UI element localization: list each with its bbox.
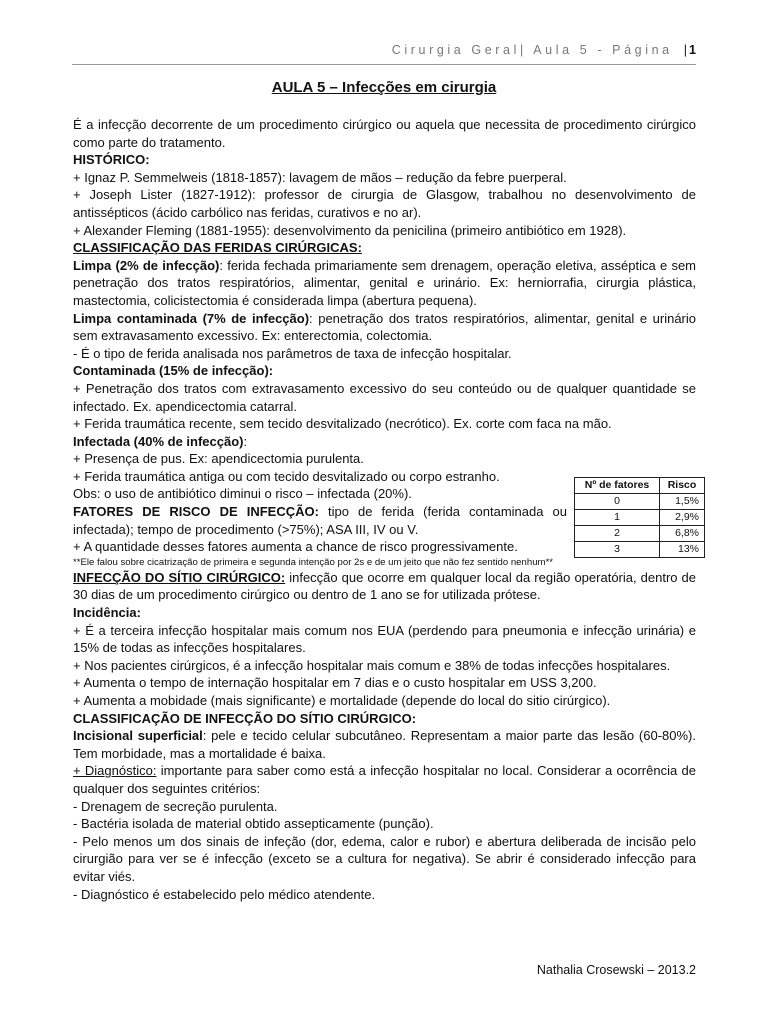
column-header-risco: Risco — [660, 478, 705, 494]
isc-label: INFECÇÃO DO SÍTIO CIRÚRGICO: — [73, 569, 286, 585]
contaminada-item: + Ferida traumática recente, sem tecido desvitalizado (necrótico). Ex. corte com faca na mão. — [73, 416, 612, 432]
incidencia-item: + Nos pacientes cirúrgicos, é a infecção hospitalar mais comum e 38% de todas infecções hospitalares. — [73, 657, 671, 673]
page-title: AULA 5 – Infecções em cirurgia — [271, 79, 497, 96]
limpa-label: Limpa (2% de infecção) — [73, 257, 220, 273]
intro-paragraph: É a infecção decorrente de um procedimento cirúrgico ou aquela que necessita de procedimento cirúrgico como parte do tratamento. — [73, 117, 696, 150]
table-cell: 6,8% — [660, 526, 705, 542]
classificacao-heading: CLASSIFICAÇÃO DAS FERIDAS CIRÚRGICAS: — [73, 240, 362, 256]
table-row — [575, 494, 705, 510]
infectada-item: + Ferida traumática antiga ou com tecido desvitalizado ou corpo estranho. — [73, 468, 500, 484]
superficial-text: : pele e tecido celular subcutâneo. Representam a maior parte das lesão (60-80%). Tem morbidade, mas a mortalidade é baixa. — [73, 728, 696, 761]
contaminada-label: Contaminada (15% de infecção): — [73, 363, 274, 379]
incidencia-item: + Aumenta o tempo de internação hospitalar em 7 dias e o custo hospitalar em USS 3,200. — [73, 675, 597, 691]
page-header — [392, 43, 696, 57]
historico-item: + Joseph Lister (1827-1912): professor de cirurgia de Glasgow, trabalhou no desenvolvimento de antissépticos (ácido carbólico nas feridas, curativos e no ar). — [73, 187, 696, 220]
table-row — [575, 542, 705, 558]
fatores-note: **Ele falou sobre cicatrização de primeira e segunda intenção por 2s e de um jeito que não fez sentido nenhum** — [73, 556, 553, 568]
risk-factor-table — [574, 477, 705, 558]
historico-item: + Alexander Fleming (1881-1955): desenvolvimento da penicilina (primeiro antibiótico em 1928). — [73, 222, 627, 238]
incidencia-heading: Incidência: — [73, 605, 141, 621]
table-row — [575, 510, 705, 526]
table-cell: 2 — [575, 526, 660, 542]
infectada-item: + Presença de pus. Ex: apendicectomia purulenta. — [73, 451, 364, 467]
header-separator: | — [519, 43, 527, 57]
historico-item: + Ignaz P. Semmelweis (1818-1857): lavagem de mãos – redução da febre puerperal. — [73, 169, 567, 185]
criteria-item: - Bactéria isolada de material obtido assepticamente (punção). — [73, 816, 434, 832]
course-name: Cirurgia Geral — [391, 43, 520, 57]
limpa-contaminada-note: - É o tipo de ferida analisada nos parâmetros de taxa de infecção hospitalar. — [73, 345, 512, 361]
infectada-heading — [73, 433, 696, 451]
isc-text: infecção que ocorre em qualquer local da região operatória, dentro de 30 dias de um procedimento cirúrgico ou dentro de 1 ano se for utilizada prótese. — [73, 569, 696, 603]
column-header-fatores: Nº de fatores — [575, 478, 660, 494]
isc-paragraph — [73, 569, 696, 604]
criteria-item: - Pelo menos um dos sinais de infeção (dor, edema, calor e rubor) e abertura deliberada de incisão pelo cirurgião para ver se é infecção (exceto se a cultura for negativa). Se abrir é considerado infecção para evitar viés. — [73, 833, 696, 884]
limpa-contaminada-paragraph — [73, 310, 696, 345]
page-footer: Nathalia Crosewski – 2013.2 — [536, 963, 696, 977]
header-rule — [72, 64, 696, 65]
lesson-label: Aula 5 - Página — [533, 43, 673, 57]
table-cell: 1 — [575, 510, 660, 526]
fatores-label: FATORES DE RISCO DE INFECÇÃO: — [73, 504, 319, 520]
obs-line: Obs: o uso de antibiótico diminui o risco – infectada (20%). — [73, 486, 412, 502]
diagnostico-text: importante para saber como está a infecção hospitalar no local. Considerar a ocorrência de qualquer dos seguintes critérios: — [73, 763, 696, 796]
criteria-item: - Drenagem de secreção purulenta. — [73, 798, 278, 814]
table-header-row — [575, 478, 705, 494]
contaminada-item: + Penetração dos tratos com extravasamento excessivo do seu conteúdo ou de qualquer quantidade se infectado. Ex. apendicectomia catarral. — [73, 380, 696, 414]
fatores-paragraph — [73, 503, 567, 538]
fatores-text: tipo de ferida (ferida contaminada ou infectada); tempo de procedimento (>75%); ASA III, IV ou V. — [73, 504, 568, 537]
limpa-contaminada-text: : penetração dos tratos respiratórios, alimentar, genital e urinário sem extravasamento excessivo. Ex: enterectomia, colectomia. — [73, 310, 696, 344]
incidencia-item: + É a terceira infecção hospitalar mais comum nos EUA (perdendo para pneumonia e infecção urinária) e 15% de todas as infecções hospitalares. — [73, 622, 696, 656]
superficial-paragraph — [73, 727, 696, 762]
infectada-label: Infectada (40% de infecção) — [73, 433, 244, 449]
criteria-item: - Diagnóstico é estabelecido pelo médico atendente. — [73, 886, 376, 902]
limpa-paragraph — [73, 257, 696, 310]
page-number-bar: | — [683, 43, 688, 57]
fatores-item: + A quantidade desses fatores aumenta a chance de risco progressivamente. — [73, 539, 518, 555]
table-cell: 2,9% — [660, 510, 705, 526]
class-isc-heading: CLASSIFICAÇÃO DE INFECÇÃO DO SÍTIO CIRÚRGICO: — [73, 710, 417, 726]
incidencia-item: + Aumenta a mobidade (mais significante) e mortalidade (depende do local do sitio cirúrgico). — [73, 693, 611, 708]
page-number: 1 — [689, 43, 696, 57]
table-cell: 3 — [575, 542, 660, 558]
diagnostico-label: + Diagnóstico: — [73, 763, 157, 779]
infectada-colon: : — [243, 433, 248, 449]
diagnostico-paragraph — [73, 762, 696, 797]
table-row — [575, 526, 705, 542]
limpa-text: : ferida fechada primariamente sem drenagem, operação eletiva, asséptica e sem penetração dos tratos respiratórios, alimentar, genital e urinário. Ex: herniorrafia, cirurgia plástica, mastectomia, colicistectomia é considerada limpa (abertura pequena). — [73, 257, 696, 308]
table-cell: 0 — [575, 494, 660, 510]
table-cell: 13% — [660, 542, 705, 558]
limpa-contaminada-label: Limpa contaminada (7% de infecção) — [73, 310, 310, 326]
superficial-label: Incisional superficial — [73, 728, 203, 744]
table-cell: 1,5% — [660, 494, 705, 510]
historico-heading: HISTÓRICO: — [73, 152, 150, 168]
